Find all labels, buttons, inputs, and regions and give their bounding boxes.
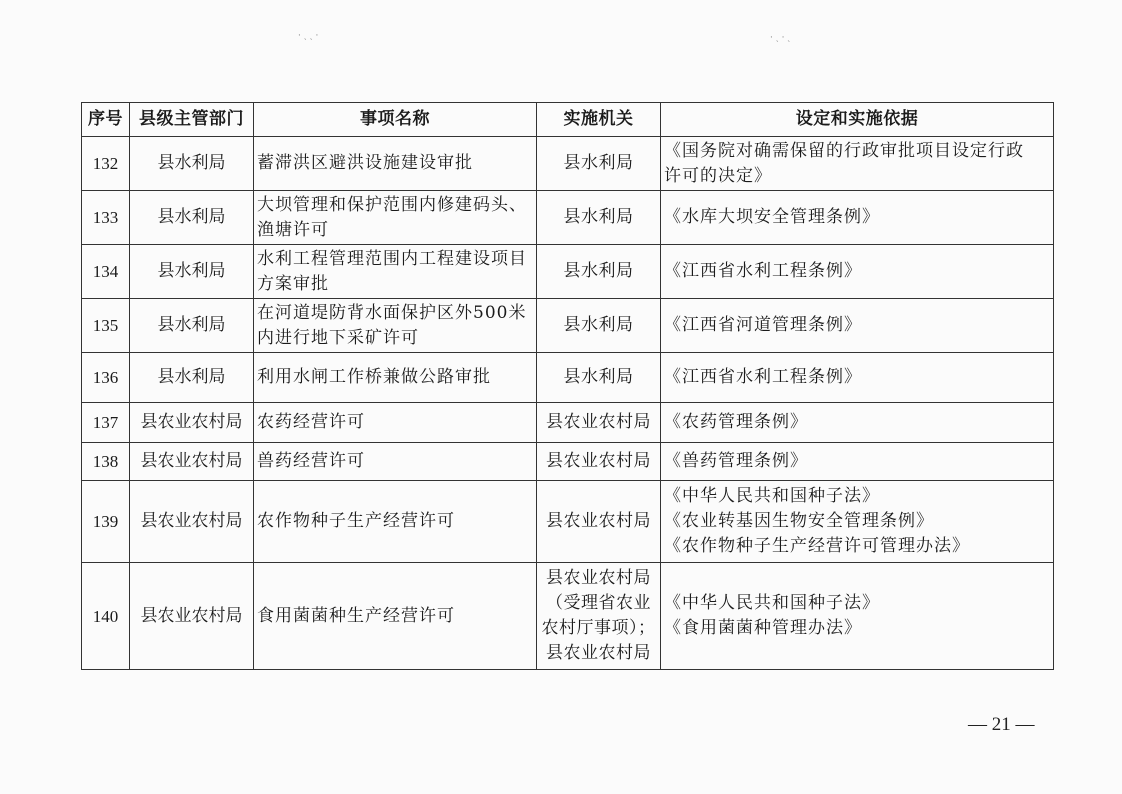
agency-cell-line: 县水利局	[563, 153, 634, 173]
item-name-cell	[254, 353, 537, 403]
department-cell: 县农业农村局	[130, 403, 254, 443]
legal-basis-cell	[661, 137, 1054, 191]
legal-basis-cell-line: 《农药管理条例》	[664, 412, 808, 432]
department-cell: 县水利局	[130, 191, 254, 245]
agency-cell-line: 县农业农村局	[546, 511, 651, 531]
serial-number-cell: 132	[82, 137, 130, 191]
header-implementing-agency: 实施机关	[537, 103, 661, 137]
item-name-cell	[254, 403, 537, 443]
legal-basis-cell-line: 《兽药管理条例》	[664, 451, 808, 471]
table-row	[82, 299, 1054, 353]
page-number: — 21 —	[968, 714, 1035, 735]
department-cell: 县水利局	[130, 353, 254, 403]
legal-basis-cell-line: 《国务院对确需保留的行政审批项目设定行政	[664, 140, 1024, 161]
item-name-cell	[254, 481, 537, 563]
table-row	[82, 191, 1054, 245]
serial-number-cell: 137	[82, 403, 130, 443]
item-name-cell-line: 食用菌菌种生产经营许可	[257, 605, 455, 626]
item-name-cell-line: 水利工程管理范围内工程建设项目	[257, 248, 527, 269]
serial-number-cell: 136	[82, 353, 130, 403]
agency-cell	[537, 191, 661, 245]
scan-mark-right: · ˎ · ˎ	[770, 33, 791, 43]
approval-items-table	[81, 102, 1054, 670]
serial-number-cell: 135	[82, 299, 130, 353]
header-department: 县级主管部门	[130, 103, 254, 137]
legal-basis-cell-line: 《农作物种子生产经营许可管理办法》	[664, 536, 970, 556]
item-name-cell-line: 兽药经营许可	[257, 451, 365, 471]
legal-basis-cell	[661, 403, 1054, 443]
item-name-cell-line: 农作物种子生产经营许可	[257, 511, 455, 531]
legal-basis-cell	[661, 299, 1054, 353]
item-name-cell	[254, 245, 537, 299]
item-name-cell-line: 农药经营许可	[257, 412, 365, 432]
department-cell: 县农业农村局	[130, 443, 254, 481]
table-row	[82, 563, 1054, 670]
table-row	[82, 443, 1054, 481]
scan-marks	[0, 30, 1122, 50]
agency-cell	[537, 299, 661, 353]
legal-basis-cell-line: 《江西省水利工程条例》	[664, 367, 862, 387]
item-name-cell	[254, 443, 537, 481]
legal-basis-cell	[661, 353, 1054, 403]
scan-mark-left: · ˎ ˎ ·	[298, 31, 319, 41]
header-item-name: 事项名称	[254, 103, 537, 137]
agency-cell-line: 县农业农村局	[546, 412, 651, 432]
item-name-cell-line: 内进行地下采矿许可	[257, 327, 419, 348]
agency-cell	[537, 137, 661, 191]
item-name-cell-line: 大坝管理和保护范围内修建码头、	[257, 194, 527, 215]
legal-basis-cell	[661, 481, 1054, 563]
serial-number-cell: 139	[82, 481, 130, 563]
item-name-cell-line: 在河道堤防背水面保护区外500米	[257, 302, 527, 323]
legal-basis-cell-line: 《江西省河道管理条例》	[664, 315, 862, 335]
legal-basis-cell-line: 《食用菌菌种管理办法》	[664, 618, 862, 638]
department-cell: 县水利局	[130, 245, 254, 299]
legal-basis-cell-line: 《江西省水利工程条例》	[664, 261, 862, 281]
table-header-row	[82, 103, 1054, 137]
item-name-cell	[254, 299, 537, 353]
agency-cell	[537, 403, 661, 443]
legal-basis-cell-line: 《中华人民共和国种子法》	[664, 593, 880, 613]
serial-number-cell: 140	[82, 563, 130, 670]
agency-cell-line: 县水利局	[563, 207, 634, 227]
agency-cell-line: 县水利局	[563, 315, 634, 335]
item-name-cell-line: 渔塘许可	[257, 219, 329, 240]
agency-cell	[537, 481, 661, 563]
item-name-cell-line: 蓄滞洪区避洪设施建设审批	[257, 153, 473, 173]
agency-cell-line: 县农业农村局	[546, 568, 651, 588]
department-cell: 县农业农村局	[130, 563, 254, 670]
agency-cell-line: 县水利局	[563, 261, 634, 281]
department-cell: 县水利局	[130, 137, 254, 191]
legal-basis-cell	[661, 191, 1054, 245]
agency-cell	[537, 443, 661, 481]
agency-cell-line: 农村厅事项）；	[541, 618, 656, 638]
agency-cell-line: 县农业农村局	[546, 643, 651, 663]
department-cell: 县农业农村局	[130, 481, 254, 563]
legal-basis-cell	[661, 443, 1054, 481]
table-row	[82, 403, 1054, 443]
agency-cell-line: 县农业农村局	[546, 451, 651, 471]
department-cell: 县水利局	[130, 299, 254, 353]
item-name-cell	[254, 191, 537, 245]
serial-number-cell: 133	[82, 191, 130, 245]
item-name-cell-line: 方案审批	[257, 273, 329, 294]
table-body	[82, 137, 1054, 670]
table-row	[82, 481, 1054, 563]
agency-cell	[537, 563, 661, 670]
table-row	[82, 137, 1054, 191]
table-row	[82, 245, 1054, 299]
legal-basis-cell-line: 许可的决定》	[664, 165, 772, 186]
agency-cell	[537, 353, 661, 403]
legal-basis-cell	[661, 245, 1054, 299]
legal-basis-cell	[661, 563, 1054, 670]
header-legal-basis: 设定和实施依据	[661, 103, 1054, 137]
table-row	[82, 353, 1054, 403]
agency-cell-line: 县水利局	[563, 367, 634, 387]
legal-basis-cell-line: 《水库大坝安全管理条例》	[664, 207, 880, 227]
legal-basis-cell-line: 《中华人民共和国种子法》	[664, 486, 880, 506]
header-serial-number: 序号	[82, 103, 130, 137]
serial-number-cell: 134	[82, 245, 130, 299]
serial-number-cell: 138	[82, 443, 130, 481]
agency-cell-line: （受理省农业	[546, 593, 651, 613]
item-name-cell	[254, 563, 537, 670]
legal-basis-cell-line: 《农业转基因生物安全管理条例》	[664, 511, 934, 531]
item-name-cell-line: 利用水闸工作桥兼做公路审批	[257, 367, 491, 387]
agency-cell	[537, 245, 661, 299]
item-name-cell	[254, 137, 537, 191]
